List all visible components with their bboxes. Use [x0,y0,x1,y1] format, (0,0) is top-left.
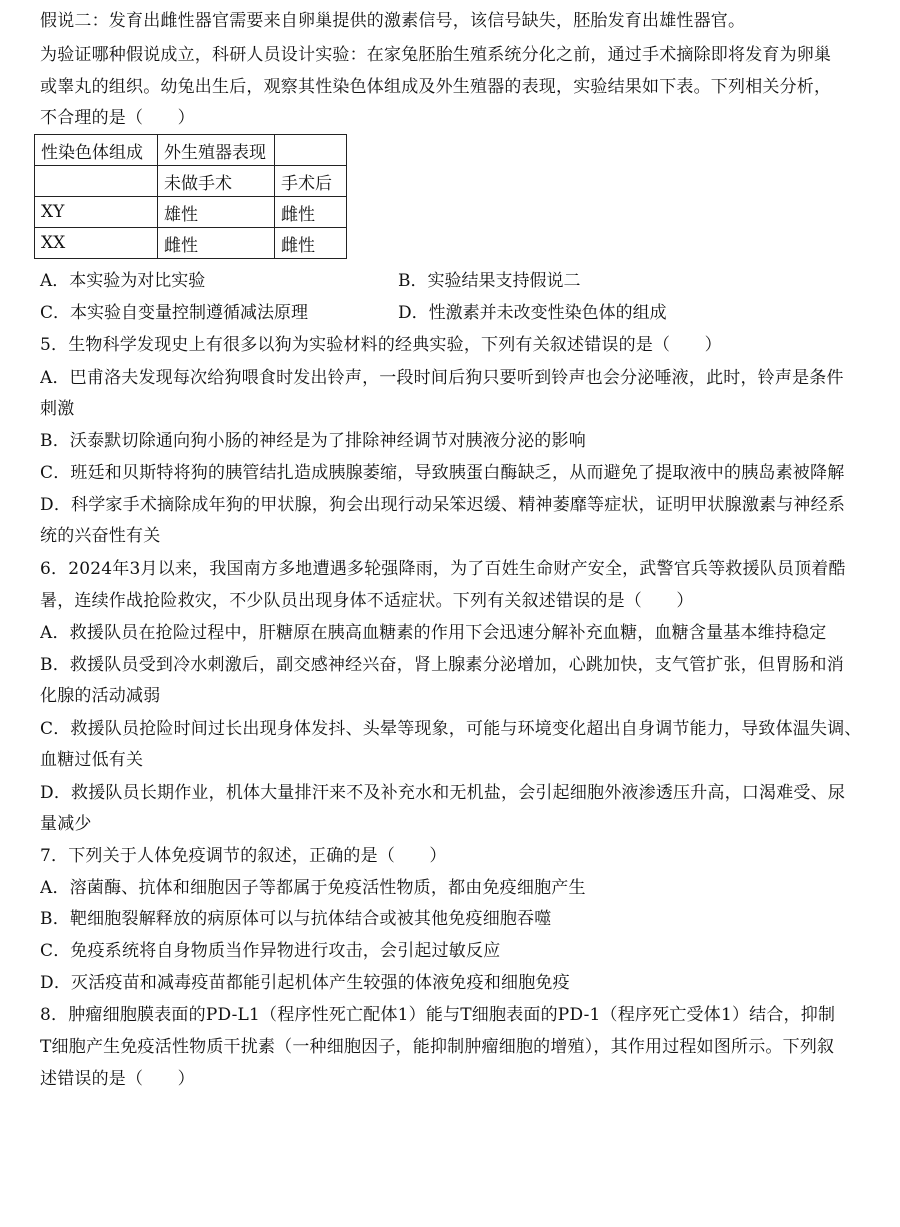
table-cell-no-surgery: 雌性 [158,228,275,259]
experiment-intro-line-1: 为验证哪种假说成立，科研人员设计实验：在家兔胚胎生殖系统分化之前，通过手术摘除即将发育为卵巢 [40,45,832,65]
q6-option-d-line-1: D．救援队员长期作业，机体大量排汗来不及补充水和无机盐，会引起细胞外液渗透压升高，口渴难受、尿 [40,783,846,803]
q7-option-a: A．溶菌酶、抗体和细胞因子等都属于免疫活性物质，都由免疫细胞产生 [40,878,586,898]
experiment-intro-line-2: 或睾丸的组织。幼兔出生后，观察其性染色体组成及外生殖器的表现，实验结果如下表。下列相关分析， [40,77,832,97]
table-header-genitalia: 外生殖器表现 [158,135,275,166]
question-4-stem: 不合理的是（ ） [40,108,195,128]
q5-option-d-line-2: 统的兴奋性有关 [40,526,161,546]
table-cell-chromosome: XY [35,197,158,228]
table-header-empty [275,135,347,166]
q4-option-c: C．本实验自变量控制遵循减法原理 [40,303,309,323]
table-cell-after-surgery: 雌性 [275,197,347,228]
q7-option-b: B．靶细胞裂解释放的病原体可以与抗体结合或被其他免疫细胞吞噬 [40,909,552,929]
q6-option-d-line-2: 量减少 [40,814,92,834]
q4-option-b: B．实验结果支持假说二 [398,271,581,291]
q5-option-c: C．班廷和贝斯特将狗的胰管结扎造成胰腺萎缩，导致胰蛋白酶缺乏，从而避免了提取液中的胰岛素被降解 [40,463,845,483]
hypothesis-two-text: 假说二：发育出雌性器官需要来自卵巢提供的激素信号，该信号缺失，胚胎发育出雄性器官。 [40,11,746,31]
table-subheader-empty [35,166,158,197]
table-row [35,197,347,228]
question-6-stem-line-2: 暑，连续作战抢险救灾，不少队员出现身体不适症状。下列有关叙述错误的是（ ） [40,591,694,611]
q6-option-b-line-1: B．救援队员受到冷水刺激后，副交感神经兴奋，肾上腺素分泌增加，心跳加快，支气管扩张，但胃肠和消 [40,655,844,675]
table-header-row [35,135,347,166]
question-8-stem-line-3: 述错误的是（ ） [40,1069,195,1089]
q6-option-c-line-2: 血糖过低有关 [40,750,144,770]
table-subheader-no-surgery: 未做手术 [158,166,275,197]
table-header-chromosome: 性染色体组成 [35,135,158,166]
q6-option-a: A．救援队员在抢险过程中，肝糖原在胰高血糖素的作用下会迅速分解补充血糖，血糖含量基本维持稳定 [40,623,827,643]
q7-option-c: C．免疫系统将自身物质当作异物进行攻击，会引起过敏反应 [40,941,501,961]
q6-option-c-line-1: C．救援队员抢险时间过长出现身体发抖、头晕等现象，可能与环境变化超出自身调节能力，导致体温失调、 [40,719,862,739]
q5-option-d-line-1: D．科学家手术摘除成年狗的甲状腺，狗会出现行动呆笨迟缓、精神萎靡等症状，证明甲状腺激素与神经系 [40,495,846,515]
q4-option-a: A．本实验为对比实验 [40,271,206,291]
table-subheader-after-surgery: 手术后 [275,166,347,197]
q5-option-a-line-2: 刺激 [40,399,75,419]
q5-option-b: B．沃泰默切除通向狗小肠的神经是为了排除神经调节对胰液分泌的影响 [40,431,586,451]
q5-option-a-line-1: A．巴甫洛夫发现每次给狗喂食时发出铃声，一段时间后狗只要听到铃声也会分泌唾液，此时，铃声是条件 [40,368,844,388]
table-cell-after-surgery: 雌性 [275,228,347,259]
question-6-stem-line-1: 6．2024年3月以来，我国南方多地遭遇多轮强降雨，为了百姓生命财产安全，武警官兵等救援队员顶着酷 [40,559,846,579]
question-5-stem: 5．生物科学发现史上有很多以狗为实验材料的经典实验，下列有关叙述错误的是（ ） [40,335,722,355]
question-8-stem-line-1: 8．肿瘤细胞膜表面的PD-L1（程序性死亡配体1）能与T细胞表面的PD-1（程序死亡受体1）结合，抑制 [40,1005,836,1025]
table-row [35,228,347,259]
experiment-results-table [34,134,347,259]
question-8-stem-line-2: T细胞产生免疫活性物质干扰素（一种细胞因子，能抑制肿瘤细胞的增殖），其作用过程如图所示。下列叙 [40,1037,835,1057]
table-subheader-row [35,166,347,197]
question-7-stem: 7．下列关于人体免疫调节的叙述，正确的是（ ） [40,846,447,866]
q6-option-b-line-2: 化腺的活动减弱 [40,686,161,706]
q4-option-d: D．性激素并未改变性染色体的组成 [398,303,667,323]
table-cell-no-surgery: 雄性 [158,197,275,228]
q7-option-d: D．灭活疫苗和减毒疫苗都能引起机体产生较强的体液免疫和细胞免疫 [40,973,570,993]
table-cell-chromosome: XX [35,228,158,259]
